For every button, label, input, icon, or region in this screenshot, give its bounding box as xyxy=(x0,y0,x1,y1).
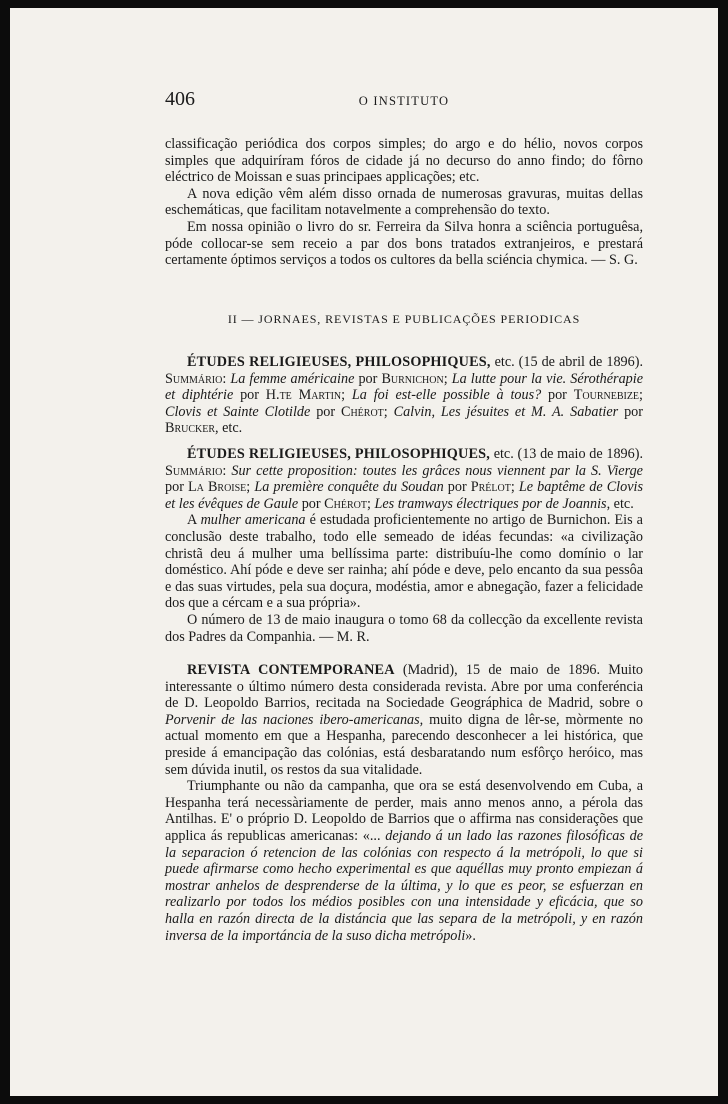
journal-title: ÉTUDES RELIGIEUSES, PHILOSOPHIQUES, xyxy=(187,445,490,462)
paragraph: classificação periódica dos corpos simples; do argo e do hélio, novos corpos simples que adquiríram fóros de cidade já no decurso do anno findo; do fôrno eléctrico de Moissan e suas principaes applicações; etc. xyxy=(165,136,643,186)
paragraph: A mulher americana é estudada proficientemente no artigo de Burnichon. Eis a conclusão deste trabalho, todo elle semeado de idéas fecundas: «a civilização christã deu á mulher uma bellíssima parte: distribuíu-lhe como domínio o lar doméstico. Ahí póde e deve ser rainha; ahí póde e deve, pelo encanto da sua pessôa e das suas virtudes, pela sua doçura, modéstia, amor e abnegação, fazer a felicidade dos que a cércam e a sua própria». xyxy=(165,512,643,612)
paragraph: Triumphante ou não da campanha, que ora se está desenvolvendo em Cuba, a Hespanha terá necessàriamente de perder, mais anno menos anno, a pérola das Antilhas. E' o próprio D. Leopoldo de Barrios que o affirma nas considerações que applica ás republicas americanas: «... dejando á un lado las razones filosóficas de la separacion ó retencion de las colónias con respecto á la metrópoli, lo que si puede afirmarse como hecho experimental es que aquéllas muy pronto empiezan á mostrar anhelos de desprenderse de la última, y lo que es peor, se esfuerzan en realizarlo por todos los médios posibles con una intensidade y eficácia, que so halla en razón directa de la distáncia que las separa de la metrópoli, y en razón inversa de la importáncia de la suso dicha metrópoli». xyxy=(165,778,643,944)
running-head xyxy=(165,88,643,118)
etudes-reviews xyxy=(165,354,643,645)
etudes-april-entry: ÉTUDES RELIGIEUSES, PHILOSOPHIQUES, etc. (15 de abril de 1896). Summário: La femme américaine por Burnichon; La lutte pour la vie. Sérothérapie et diphtérie por H.te Martin; La foi est-elle possible à tous? por Tournebize; Clovis et Sainte Clotilde por Chérot; Calvin, Les jésuites et M. A. Sabatier por Brucker, etc. xyxy=(165,354,643,437)
revista-contemporanea-review xyxy=(165,662,643,944)
paragraph: Em nossa opinião o livro do sr. Ferreira da Silva honra a sciência portuguêsa, póde collocar-se sem receio a par dos bons tratados extranjeiros, e prestará certamente óptimos serviços a todos os cultores da bella sciéncia chymica. — S. G. xyxy=(165,218,643,269)
summary-label: Summário xyxy=(165,462,223,479)
paragraph: REVISTA CONTEMPORANEA (Madrid), 15 de maio de 1896. Muito interessante o último número desta considerada revista. Abre por uma conferéncia de D. Leopoldo Barrios, recitada na Sociedade Geográphica de Madrid, sobre o Porvenir de las naciones ibero-americanas, muito digna de lêr-se, mòrmente no actual momento em que a Hespanha, parecendo desconhecer a lei histórica, que preside á emancipação das colónias, está desbaratando num esfôrço heróico, mas sem dúvida inutil, os restos da sua vitalidade. xyxy=(165,662,644,778)
section-heading: II — JORNAES, REVISTAS E PUBLICAÇÕES PERIODICAS xyxy=(227,312,581,326)
running-title: O INSTITUTO xyxy=(358,94,450,108)
paragraph: A nova edição vêm além disso ornada de numerosas gravuras, muitas dellas eschemáticas, que facilitam notavelmente a comprehensão do texto. xyxy=(165,185,643,219)
paragraph: O número de 13 de maio inaugura o tomo 68 da collecção da excellente revista dos Padres da Companhia. — M. R. xyxy=(165,611,643,645)
book-review-continuation xyxy=(165,136,643,269)
etudes-may-entry: ÉTUDES RELIGIEUSES, PHILOSOPHIQUES, etc. (13 de maio de 1896). Summário: Sur cette proposition: toutes les grâces nous viennent par la S. Vierge por La Broise; La première conquête du Soudan por Prélot; Le baptême de Clovis et les évêques de Gaule por Chérot; Les tramways électriques por de Joannis, etc. xyxy=(165,445,643,512)
page xyxy=(10,8,718,1096)
journal-title: ÉTUDES RELIGIEUSES, PHILOSOPHIQUES, xyxy=(187,354,491,370)
summary-label: Summário xyxy=(165,370,223,387)
page-number: 406 xyxy=(165,88,195,110)
journal-title: REVISTA CONTEMPORANEA xyxy=(187,662,395,678)
